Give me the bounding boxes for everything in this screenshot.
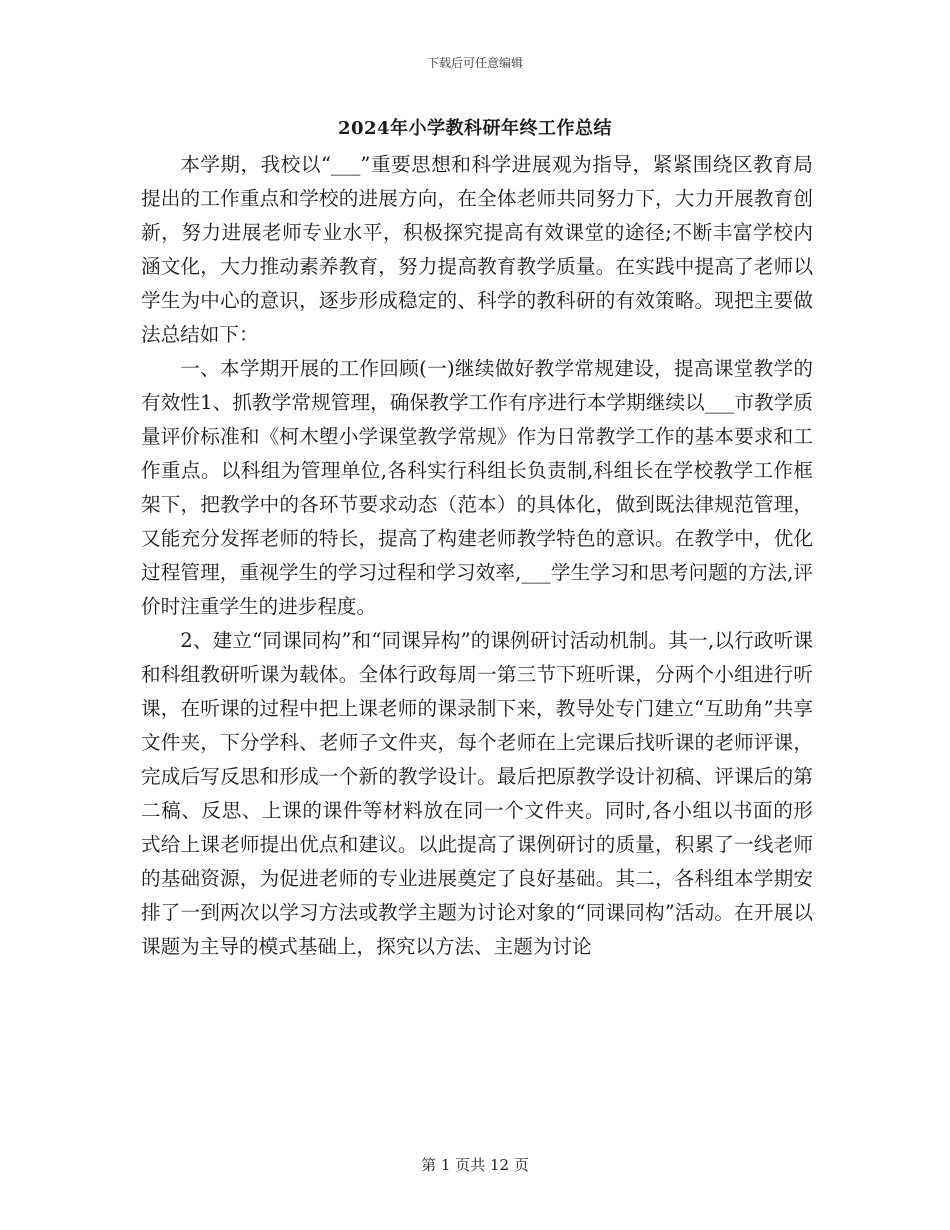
page-number: 第 1 页共 12 页 — [421, 1156, 529, 1174]
document-body — [141, 148, 813, 964]
paragraph-work-review: 一、本学期开展的工作回顾(一)继续做好教学常规建设，提高课堂教学的有效性1、抓教学常规管理，确保教学工作有序进行本学期继续以___市教学质量评价标准和《柯木塱小学课堂教学常规》作为日常教学工作的基本要求和工作重点。以科组为管理单位,各科实行科组长负责制,科组长在学校教学工作框架下，把教学中的各环节要求动态（范本）的具体化，做到既法律规范管理，又能充分发挥老师的特长，提高了构建老师教学特色的意识。在教学中，优化过程管理，重视学生的学习过程和学习效率,___学生学习和思考问题的方法,评价时注重学生的进步程度。 — [141, 357, 813, 618]
paragraph-lesson-study: 2、建立“同课同构”和“同课异构”的课例研讨活动机制。其一,以行政听课和科组教研听课为载体。全体行政每周一第三节下班听课，分两个小组进行听课，在听课的过程中把上课老师的课录制下来，教导处专门建立“互助角”共享文件夹，下分学科、老师子文件夹，每个老师在上完课后找听课的老师评课，完成后写反思和形成一个新的教学设计。最后把原教学设计初稿、评课后的第二稿、反思、上课的课件等材料放在同一个文件夹。同时,各小组以书面的形式给上课老师提出优点和建议。以此提高了课例研讨的质量，积累了一线老师的基础资源，为促进老师的专业进展奠定了良好基础。其二，各科组本学期安排了一到两次以学习方法或教学主题为讨论对象的“同课同构”活动。在开展以课题为主导的模式基础上，探究以方法、主题为讨论 — [141, 629, 813, 958]
header-note: 下载后可任意编辑 — [426, 56, 523, 70]
document-title: 2024年小学教科研年终工作总结 — [337, 118, 613, 139]
paragraph-intro: 本学期，我校以“___”重要思想和科学进展观为指导，紧紧围绕区教育局提出的工作重点和学校的进展方向，在全体老师共同努力下，大力开展教育创新，努力进展老师专业水平，积极探究提高有效课堂的途径;不断丰富学校内涵文化，大力推动素养教育，努力提高教育教学质量。在实践中提高了老师以学生为中心的意识，逐步形成稳定的、科学的教科研的有效策略。现把主要做法总结如下： — [141, 153, 813, 346]
